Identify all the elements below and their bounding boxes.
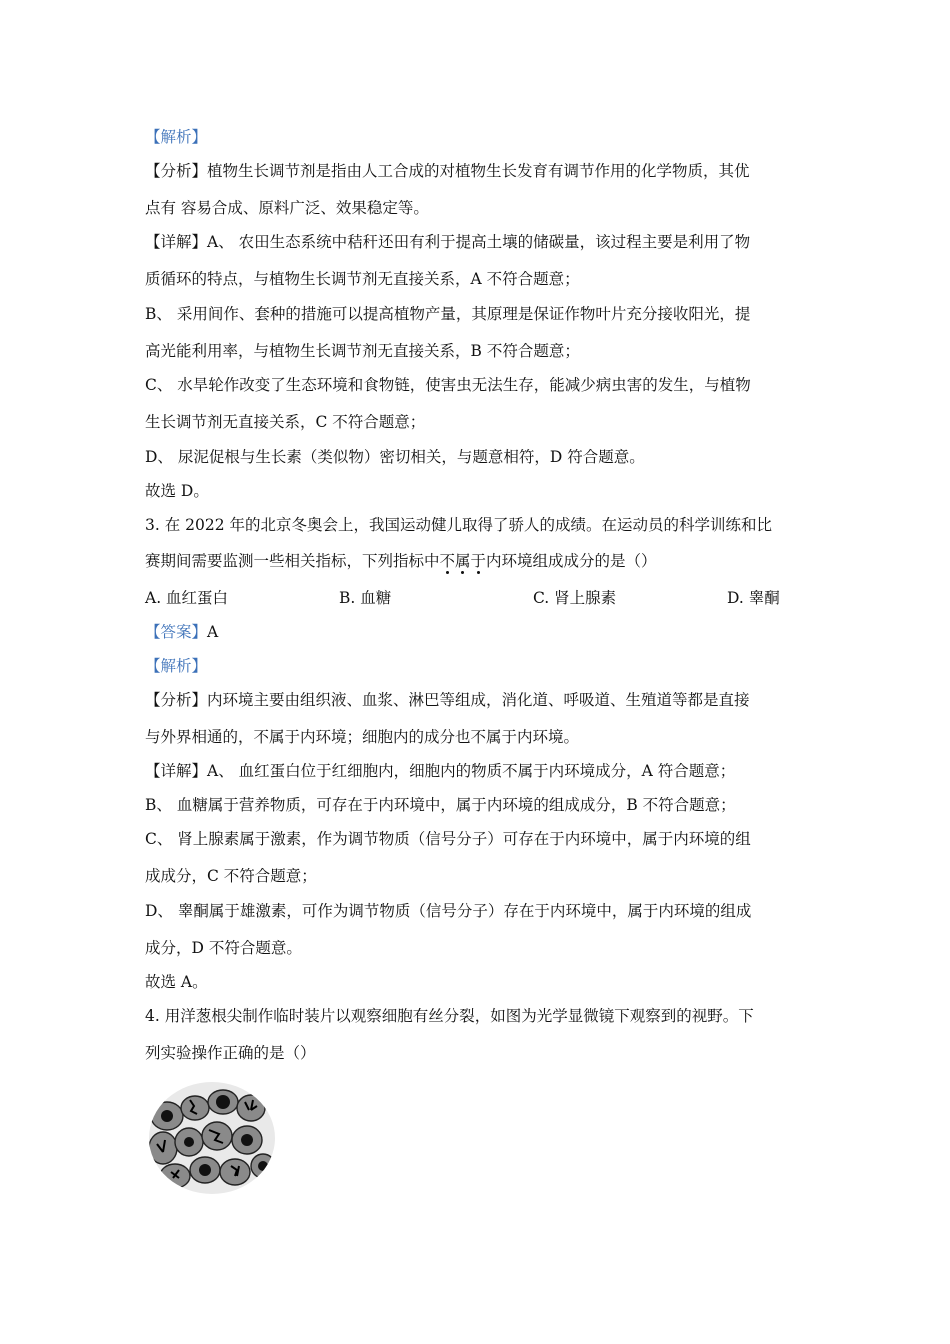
microscope-field-image bbox=[145, 1078, 280, 1196]
q3-conclusion: 故选 A。 bbox=[145, 973, 208, 991]
q3-option-b: B. 血糖 bbox=[339, 589, 392, 607]
q2-fenxi-line-1: 【分析】植物生长调节剂是指由人工合成的对植物生长发育有调节作用的化学物质，其优 bbox=[145, 162, 750, 180]
q3-analysis-label: 【解析】 bbox=[145, 657, 208, 675]
q3-option-d: D. 睾酮 bbox=[727, 589, 780, 607]
q2-option-b-line-2: 高光能利用率，与植物生长调节剂无直接关系，B 不符合题意； bbox=[145, 342, 580, 360]
q3-stem-pre: 赛期间需要监测一些相关指标，下列指标中 bbox=[145, 552, 440, 570]
q2-fenxi-line-2: 点有 容易合成、原料广泛、效果稳定等。 bbox=[145, 199, 429, 217]
q3-option-b-explain: B、 血糖属于营养物质，可存在于内环境中，属于内环境的组成成分，B 不符合题意； bbox=[145, 796, 736, 814]
q3-answer-label: 【答案】 bbox=[145, 623, 208, 641]
q3-option-a: A. 血红蛋白 bbox=[145, 589, 229, 607]
q2-option-c-line-2: 生长调节剂无直接关系，C 不符合题意； bbox=[145, 413, 426, 431]
q3-option-c: C. 肾上腺素 bbox=[533, 589, 617, 607]
q3-option-d-line-2: 成分，D 不符合题意。 bbox=[145, 939, 302, 957]
q3-emphasis bbox=[440, 552, 487, 570]
microscope-field-svg bbox=[145, 1078, 280, 1196]
q4-stem-line-2: 列实验操作正确的是（） bbox=[145, 1044, 316, 1062]
q3-answer-line bbox=[145, 621, 805, 643]
q2-xiangjie-line-2: 质循环的特点，与植物生长调节剂无直接关系，A 不符合题意； bbox=[145, 270, 580, 288]
q2-xiangjie-line-1: 【详解】A、 农田生态系统中秸秆还田有利于提高土壤的储碳量，该过程主要是利用了物 bbox=[145, 233, 751, 251]
q2-conclusion: 故选 D。 bbox=[145, 482, 209, 500]
q3-stem-line-1: 3. 在 2022 年的北京冬奥会上，我国运动健儿取得了骄人的成绩。在运动员的科学训练和比 bbox=[145, 516, 773, 534]
q3-stem-line-2 bbox=[145, 550, 805, 572]
emphasis-dots bbox=[440, 571, 487, 577]
q3-fenxi-line-1: 【分析】内环境主要由组织液、血浆、淋巴等组成，消化道、呼吸道、生殖道等都是直接 bbox=[145, 691, 750, 709]
q3-fenxi-line-2: 与外界相通的，不属于内环境；细胞内的成分也不属于内环境。 bbox=[145, 728, 580, 746]
q3-xiangjie-line-1: 【详解】A、 血红蛋白位于红细胞内，细胞内的物质不属于内环境成分，A 符合题意； bbox=[145, 762, 736, 780]
q4-stem-line-1: 4. 用洋葱根尖制作临时装片以观察细胞有丝分裂，如图为光学显微镜下观察到的视野。下 bbox=[145, 1007, 754, 1025]
q3-option-c-line-2: 成成分，C 不符合题意； bbox=[145, 867, 317, 885]
q2-option-d-line-1: D、 尿泥促根与生长素（类似物）密切相关，与题意相符，D 符合题意。 bbox=[145, 448, 645, 466]
q3-option-d-line-1: D、 睾酮属于雄激素，可作为调节物质（信号分子）存在于内环境中，属于内环境的组成 bbox=[145, 902, 752, 920]
q3-emphasis-text: 不属于 bbox=[439, 552, 487, 570]
q2-option-c-line-1: C、 水旱轮作改变了生态环境和食物链，使害虫无法生存，能减少病虫害的发生，与植物 bbox=[145, 376, 751, 394]
q3-stem-post: 内环境组成成分的是（） bbox=[486, 552, 657, 570]
q3-answer-value: A bbox=[207, 623, 219, 641]
q2-option-b-line-1: B、 采用间作、套种的措施可以提高植物产量，其原理是保证作物叶片充分接收阳光，提 bbox=[145, 305, 751, 323]
q2-analysis-label: 【解析】 bbox=[145, 128, 208, 146]
q3-option-c-line-1: C、 肾上腺素属于激素，作为调节物质（信号分子）可存在于内环境中，属于内环境的组 bbox=[145, 830, 751, 848]
